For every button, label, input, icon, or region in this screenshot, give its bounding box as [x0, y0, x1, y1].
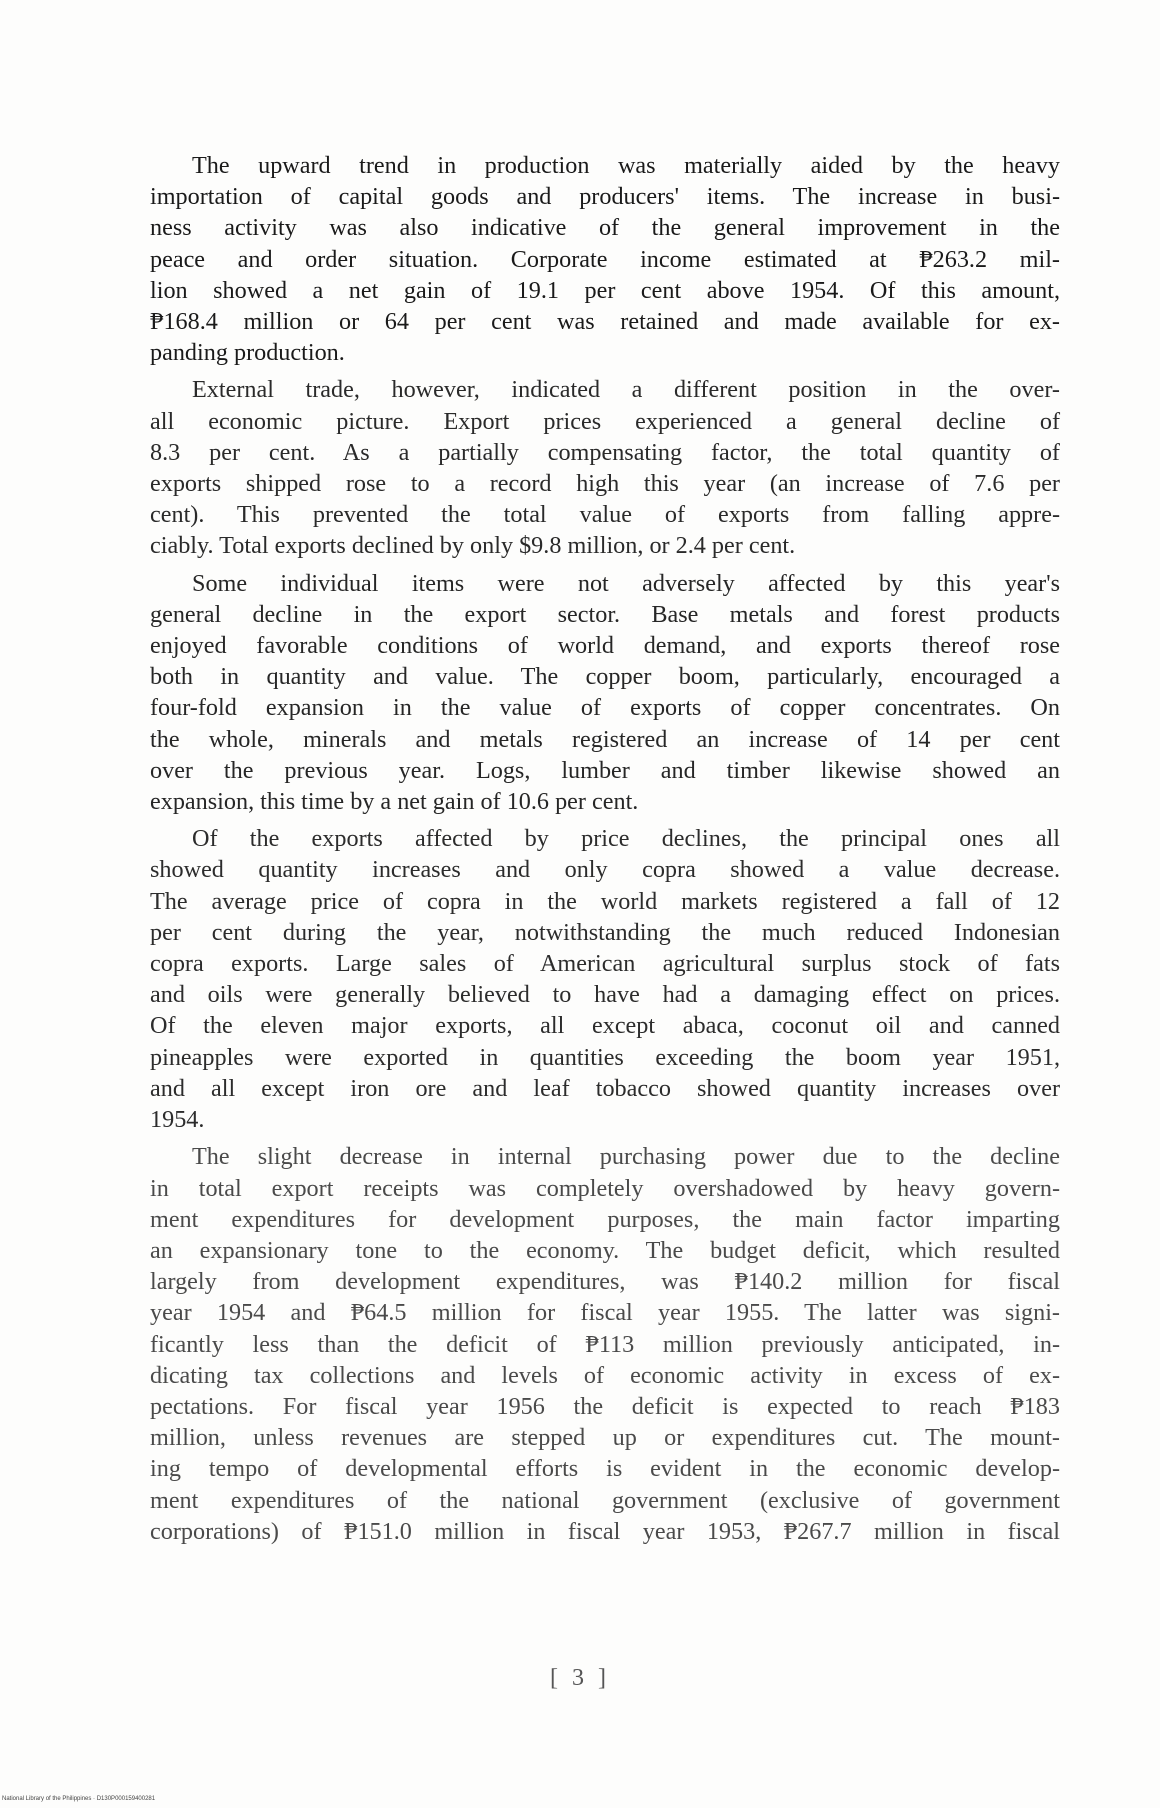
- text-line: an expansionary tone to the economy. The budget deficit, which resulted: [150, 1236, 1060, 1264]
- text-line: ing tempo of developmental efforts is evident in the economic develop-: [150, 1455, 1060, 1483]
- text-line: dicating tax collections and levels of economic activity in excess of ex-: [150, 1361, 1060, 1389]
- text-line: The upward trend in production was materially aided by the heavy: [192, 152, 1060, 179]
- text-line: ciably. Total exports declined by only $9.8 million, or 2.4 per cent.: [150, 532, 796, 560]
- text-line: Some individual items were not adversely affected by this year's: [192, 569, 1060, 597]
- body-text: [150, 150, 1060, 1553]
- paragraph-production: [150, 150, 1060, 368]
- text-line: year 1954 and ₱64.5 million for fiscal year 1955. The latter was signi-: [150, 1299, 1060, 1327]
- text-line: copra exports. Large sales of American agricultural surplus stock of fats: [150, 950, 1060, 978]
- text-line: in total export receipts was completely overshadowed by heavy govern-: [150, 1174, 1060, 1202]
- text-line: importation of capital goods and producers' items. The increase in busi-: [150, 183, 1060, 211]
- text-line: over the previous year. Logs, lumber and timber likewise showed an: [150, 756, 1060, 784]
- footer-source-note: National Library of the Philippines · D130P000159400281: [2, 1796, 156, 1802]
- text-line: peace and order situation. Corporate income estimated at ₱263.2 mil-: [150, 245, 1060, 273]
- text-line: The slight decrease in internal purchasing power due to the decline: [192, 1143, 1060, 1171]
- text-line: 1954.: [150, 1106, 205, 1134]
- text-line: panding production.: [150, 339, 345, 367]
- text-line: ₱168.4 million or 64 per cent was retained and made available for ex-: [150, 308, 1060, 336]
- text-line: corporations) of ₱151.0 million in fiscal year 1953, ₱267.7 million in fiscal: [150, 1517, 1060, 1545]
- text-line: cent). This prevented the total value of exports from falling appre-: [150, 501, 1060, 529]
- text-line: pineapples were exported in quantities exceeding the boom year 1951,: [150, 1043, 1060, 1071]
- text-line: Of the eleven major exports, all except abaca, coconut oil and canned: [150, 1012, 1060, 1040]
- text-line: pectations. For fiscal year 1956 the deficit is expected to reach ₱183: [150, 1392, 1060, 1420]
- text-line: lion showed a net gain of 19.1 per cent above 1954. Of this amount,: [150, 276, 1060, 304]
- text-line: ment expenditures of the national government (exclusive of government: [150, 1486, 1060, 1514]
- text-line: ness activity was also indicative of the general improvement in the: [150, 214, 1060, 242]
- text-line: and oils were generally believed to have had a damaging effect on prices.: [150, 981, 1060, 1009]
- paragraph-price-declines: [150, 823, 1060, 1135]
- paragraph-individual-items: [150, 568, 1060, 818]
- text-line: largely from development expenditures, was ₱140.2 million for fiscal: [150, 1268, 1060, 1296]
- text-line: and all except iron ore and leaf tobacco showed quantity increases over: [150, 1074, 1060, 1102]
- text-line: exports shipped rose to a record high this year (an increase of 7.6 per: [150, 470, 1060, 498]
- paragraph-purchasing-power: [150, 1141, 1060, 1547]
- text-line: External trade, however, indicated a different position in the over-: [192, 376, 1060, 404]
- text-line: expansion, this time by a net gain of 10.6 per cent.: [150, 788, 639, 816]
- text-line: both in quantity and value. The copper boom, particularly, encouraged a: [150, 663, 1060, 691]
- text-line: Of the exports affected by price declines, the principal ones all: [192, 825, 1060, 853]
- text-line: ficantly less than the deficit of ₱113 million previously anticipated, in-: [150, 1330, 1060, 1358]
- text-line: 8.3 per cent. As a partially compensating factor, the total quantity of: [150, 438, 1060, 466]
- text-line: enjoyed favorable conditions of world demand, and exports thereof rose: [150, 632, 1060, 660]
- page-number: [ 3 ]: [550, 1665, 610, 1691]
- text-line: four-fold expansion in the value of exports of copper concentrates. On: [150, 694, 1060, 722]
- text-line: The average price of copra in the world markets registered a fall of 12: [150, 887, 1060, 915]
- text-line: general decline in the export sector. Base metals and forest products: [150, 600, 1060, 628]
- text-line: ment expenditures for development purposes, the main factor imparting: [150, 1205, 1060, 1233]
- text-line: showed quantity increases and only copra showed a value decrease.: [150, 856, 1060, 884]
- paragraph-external-trade: [150, 374, 1060, 561]
- text-line: the whole, minerals and metals registered an increase of 14 per cent: [150, 725, 1060, 753]
- text-line: all economic picture. Export prices experienced a general decline of: [150, 407, 1060, 435]
- text-line: million, unless revenues are stepped up or expenditures cut. The mount-: [150, 1424, 1060, 1452]
- text-line: per cent during the year, notwithstanding the much reduced Indonesian: [150, 918, 1060, 946]
